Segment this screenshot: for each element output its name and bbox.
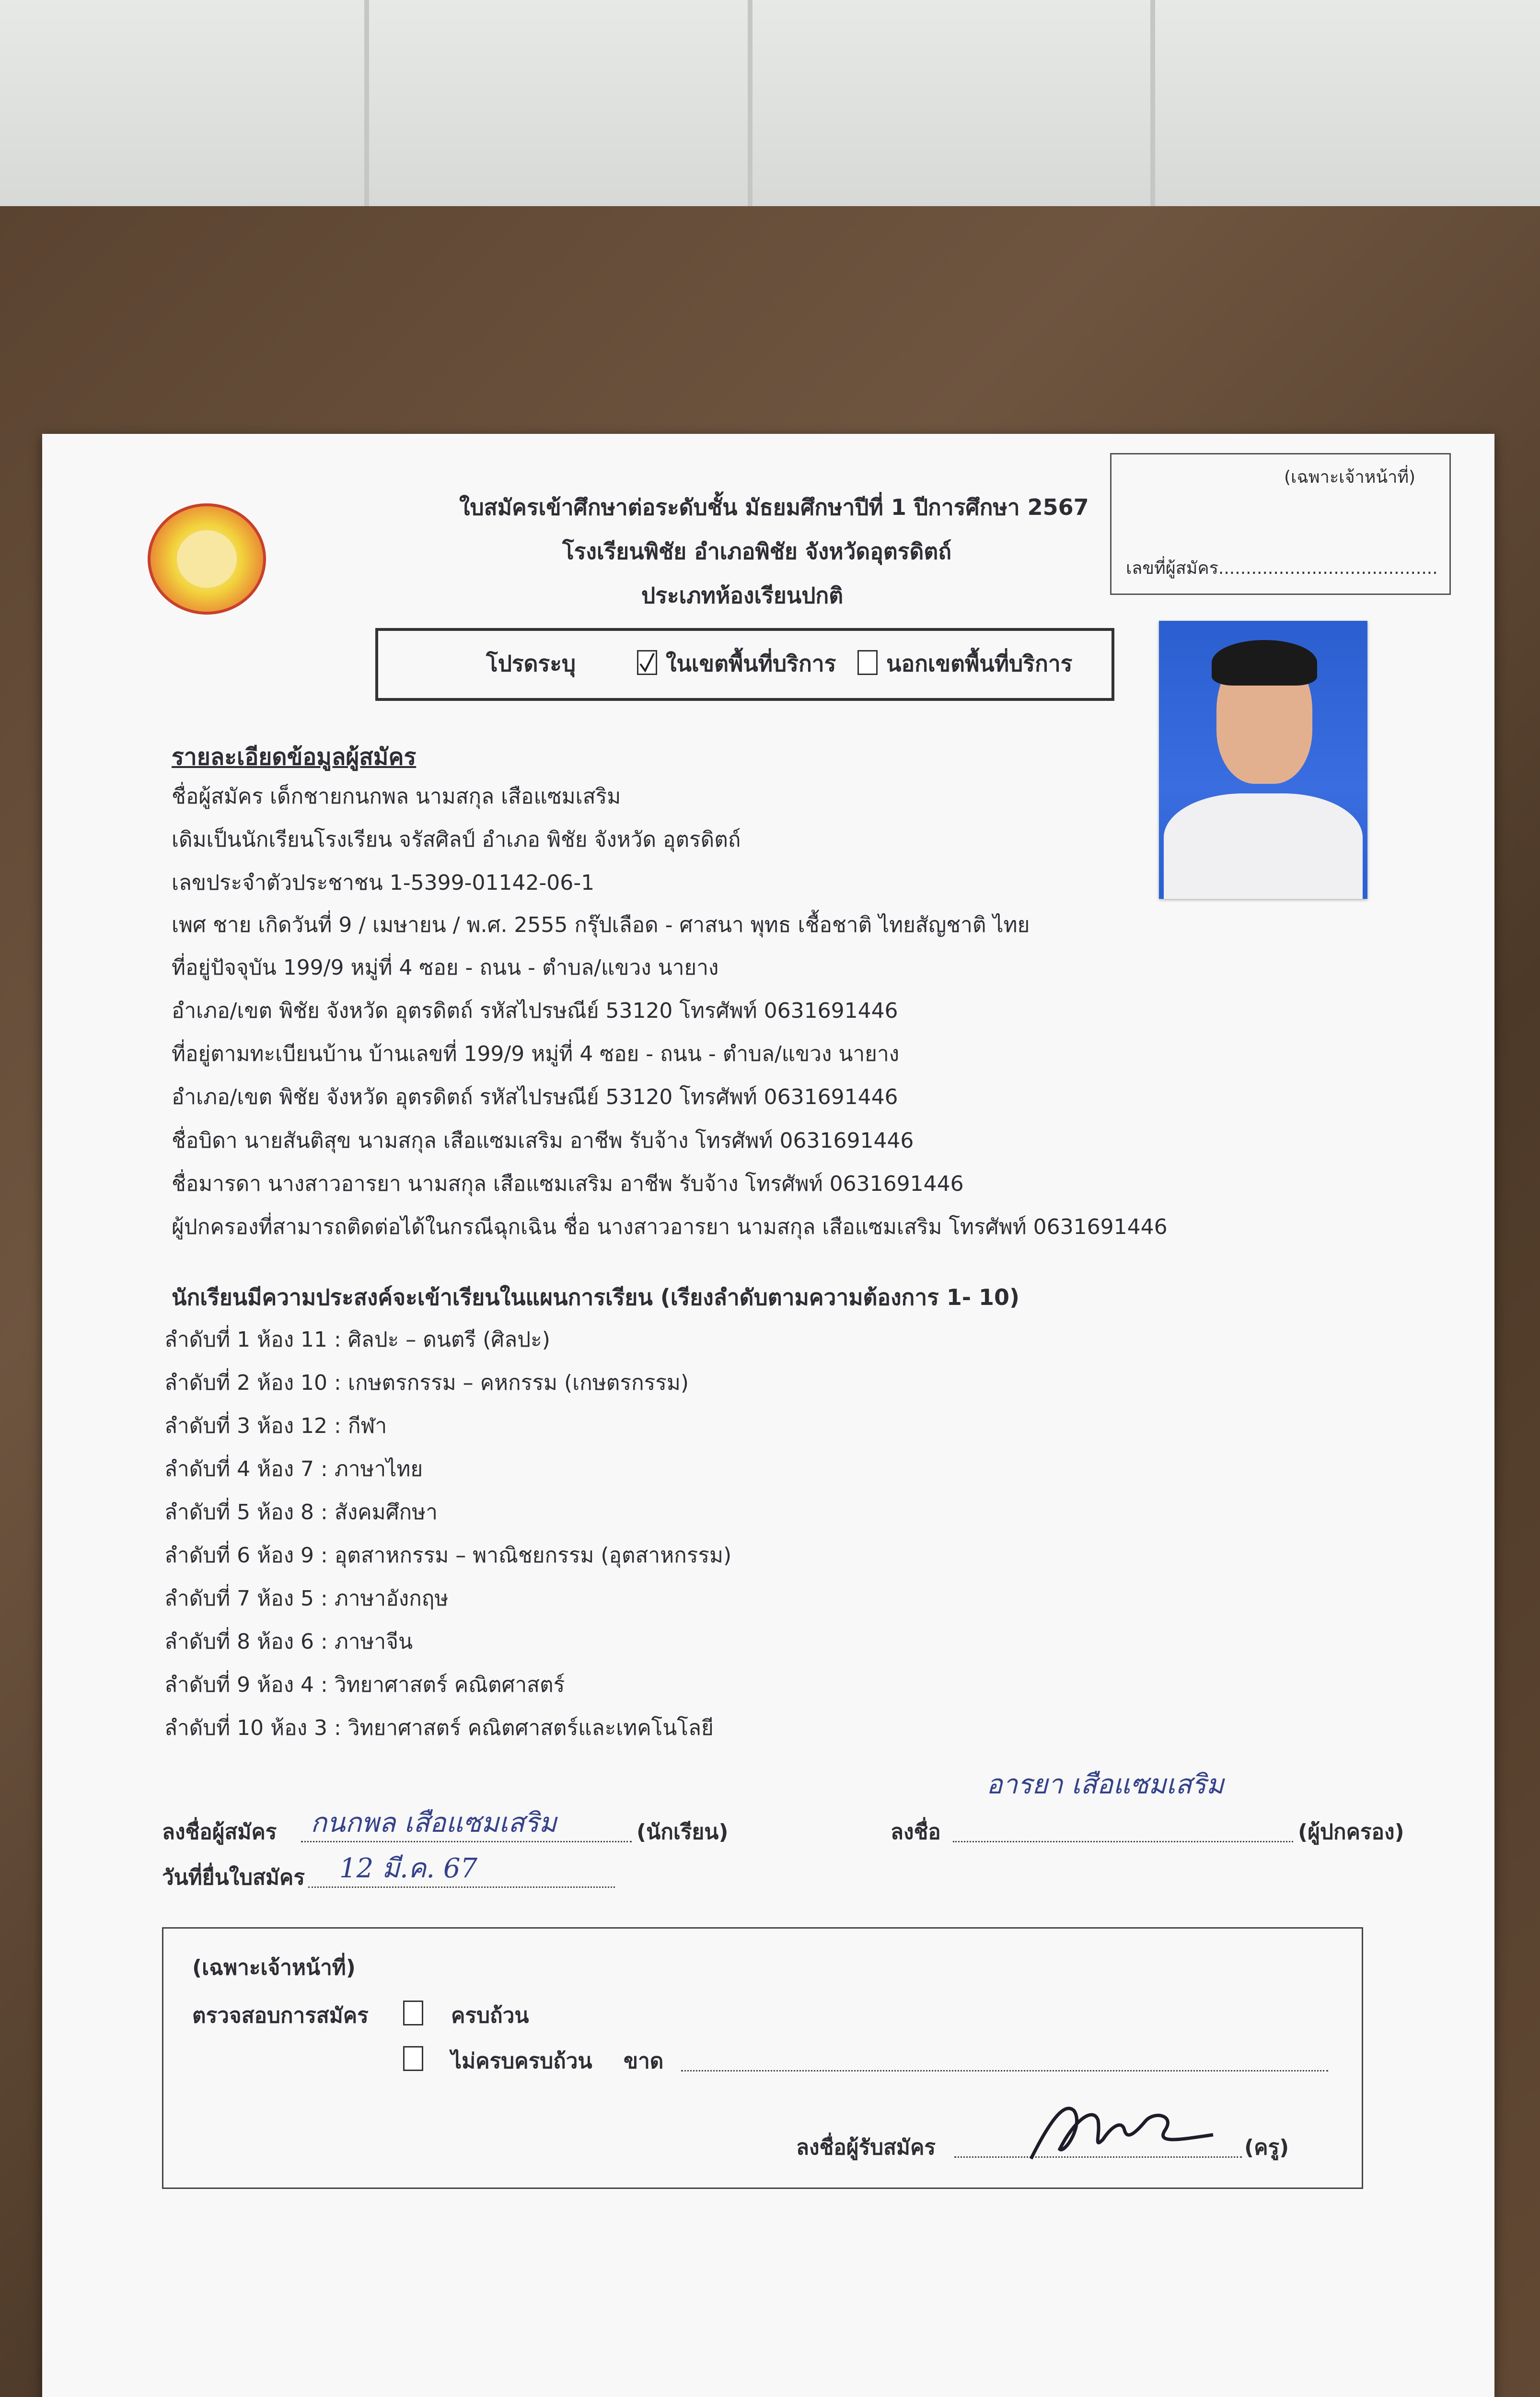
current-district-line: อำเภอ/เขต พิชัย จังหวัด อุตรดิตถ์ รหัสไปรษณีย์ 53120 โทรศัพท์ 0631691446 (172, 999, 898, 1023)
plan-rank-5: ลำดับที่ 5 ห้อง 8 : สังคมศึกษา (164, 1500, 438, 1524)
details-heading: รายละเอียดข้อมูลผู้สมัคร (172, 744, 417, 770)
plan-rank-8: ลำดับที่ 8 ห้อง 6 : ภาษาจีน (164, 1629, 413, 1654)
missing-items-line (681, 2070, 1328, 2071)
school-name: โรงเรียนพิชัย อำเภอพิชัย จังหวัดอุตรดิตถ์ (562, 538, 952, 564)
plan-rank-1: ลำดับที่ 1 ห้อง 11 : ศิลปะ – ดนตรี (ศิลปะ) (164, 1327, 550, 1352)
plan-rank-10: ลำดับที่ 10 ห้อง 3 : วิทยาศาสตร์ คณิตศาสตร์และเทคโนโลยี (164, 1716, 714, 1740)
plan-rank-7: ลำดับที่ 7 ห้อง 5 : ภาษาอังกฤษ (164, 1586, 449, 1611)
tile-grout (364, 0, 369, 211)
in-zone-checkbox[interactable] (637, 650, 657, 675)
receiver-signature-label: ลงชื่อผู้รับสมัคร (796, 2135, 936, 2160)
plans-heading: นักเรียนมีความประสงค์จะเข้าเรียนในแผนการเรียน (เรียงลำดับตามความต้องการ 1- 10) (172, 1284, 1020, 1310)
missing-label: ขาด (624, 2049, 664, 2073)
in-zone-label: ในเขตพื้นที่บริการ (666, 651, 836, 676)
father-line: ชื่อบิดา นายสันติสุข นามสกุล เสือแซมเสริม อาชีพ รับจ้าง โทรศัพท์ 0631691446 (172, 1129, 914, 1153)
zone-preference-box (375, 628, 1114, 701)
plan-rank-2: ลำดับที่ 2 ห้อง 10 : เกษตรกรรม – คหกรรม (เกษตรกรรม) (164, 1371, 689, 1395)
receiver-role: (ครู) (1244, 2135, 1289, 2160)
plan-rank-3: ลำดับที่ 3 ห้อง 12 : กีฬา (164, 1414, 387, 1438)
incomplete-checkbox[interactable] (403, 2046, 423, 2071)
floor-tiles-background (0, 0, 1540, 211)
check-mark-icon (638, 652, 656, 674)
guardian-role: (ผู้ปกครอง) (1298, 1820, 1404, 1844)
tile-grout (748, 0, 753, 211)
current-address-line: ที่อยู่ปัจจุบัน 199/9 หมู่ที่ 4 ซอย - ถนน - ตำบล/แขวง นายาง (172, 955, 719, 980)
out-zone-checkbox[interactable] (857, 650, 878, 675)
national-id-line: เลขประจำตัวประชาชน 1-5399-01142-06-1 (172, 871, 595, 895)
application-form (42, 434, 1494, 2397)
class-type: ประเภทห้องเรียนปกติ (641, 582, 844, 608)
submission-date-label: วันที่ยื่นใบสมัคร (162, 1865, 305, 1890)
logo-emblem (177, 530, 237, 588)
plan-rank-9: ลำดับที่ 9 ห้อง 4 : วิทยาศาสตร์ คณิตศาสตร์ (164, 1673, 565, 1697)
applicant-handwritten-name: กนกพล เสือแซมเสริม (311, 1807, 557, 1838)
plan-rank-4: ลำดับที่ 4 ห้อง 7 : ภาษาไทย (164, 1457, 423, 1481)
applicant-signature-line (301, 1841, 632, 1842)
photo-hair (1212, 640, 1317, 686)
registered-address-line: ที่อยู่ตามทะเบียนบ้าน บ้านเลขที่ 199/9 หมู่ที่ 4 ซอย - ถนน - ตำบล/แขวง นายาง (172, 1042, 900, 1066)
form-title: ใบสมัครเข้าศึกษาต่อระดับชั้น มัธยมศึกษาปีที่ 1 ปีการศึกษา 2567 (459, 494, 1089, 520)
staff-box-title: (เฉพาะเจ้าหน้าที่) (192, 1955, 356, 1980)
guardian-signature-label: ลงชื่อ (891, 1820, 941, 1844)
guardian-handwritten-signature: อารยา เสือแซมเสริม (986, 1769, 1224, 1800)
applicant-photo (1159, 621, 1367, 899)
office-box-title: (เฉพาะเจ้าหน้าที่) (1284, 467, 1416, 487)
incomplete-label: ไม่ครบครบถ้วน (451, 2049, 592, 2073)
plan-rank-6: ลำดับที่ 6 ห้อง 9 : อุตสาหกรรม – พาณิชยกรรม (อุตสาหกรรม) (164, 1543, 732, 1568)
personal-info-line: เพศ ชาย เกิดวันที่ 9 / เมษายน / พ.ศ. 2555 กรุ๊ปเลือด - ศาสนา พุทธ เชื้อชาติ ไทยสัญชาติ ไทย (172, 913, 1030, 937)
registered-district-line: อำเภอ/เขต พิชัย จังหวัด อุตรดิตถ์ รหัสไปรษณีย์ 53120 โทรศัพท์ 0631691446 (172, 1085, 898, 1109)
office-use-box (1110, 453, 1451, 595)
applicant-signature-label: ลงชื่อผู้สมัคร (162, 1820, 277, 1844)
preference-prompt: โปรดระบุ (486, 651, 576, 676)
applicant-number-field: เลขที่ผู้สมัคร........................................ (1126, 559, 1438, 578)
mother-line: ชื่อมารดา นางสาวอารยา นามสกุล เสือแซมเสริม อาชีพ รับจ้าง โทรศัพท์ 0631691446 (172, 1172, 964, 1196)
photo-shirt (1164, 793, 1363, 899)
guardian-signature-line (953, 1841, 1293, 1842)
applicant-role: (นักเรียน) (637, 1820, 729, 1844)
tile-grout (1150, 0, 1155, 211)
applicant-name-line: ชื่อผู้สมัคร เด็กชายกนกพล นามสกุล เสือแซมเสริม (172, 784, 621, 809)
submission-date-handwritten: 12 มี.ค. 67 (339, 1853, 478, 1884)
complete-checkbox[interactable] (403, 2001, 423, 2025)
out-zone-label: นอกเขตพื้นที่บริการ (886, 651, 1073, 676)
complete-label: ครบถ้วน (451, 2003, 529, 2028)
emergency-contact-line: ผู้ปกครองที่สามารถติดต่อได้ในกรณีฉุกเฉิน ชื่อ นางสาวอารยา นามสกุล เสือแซมเสริม โทรศัพท์ 0631691446 (172, 1215, 1168, 1239)
school-logo (148, 503, 266, 615)
receiver-signature-scribble (1021, 2092, 1223, 2168)
previous-school-line: เดิมเป็นนักเรียนโรงเรียน จรัสศิลป์ อำเภอ พิชัย จังหวัด อุตรดิตถ์ (172, 827, 741, 852)
submission-date-line (308, 1886, 615, 1888)
verification-label: ตรวจสอบการสมัคร (192, 2003, 369, 2028)
staff-verification-box (162, 1927, 1363, 2189)
